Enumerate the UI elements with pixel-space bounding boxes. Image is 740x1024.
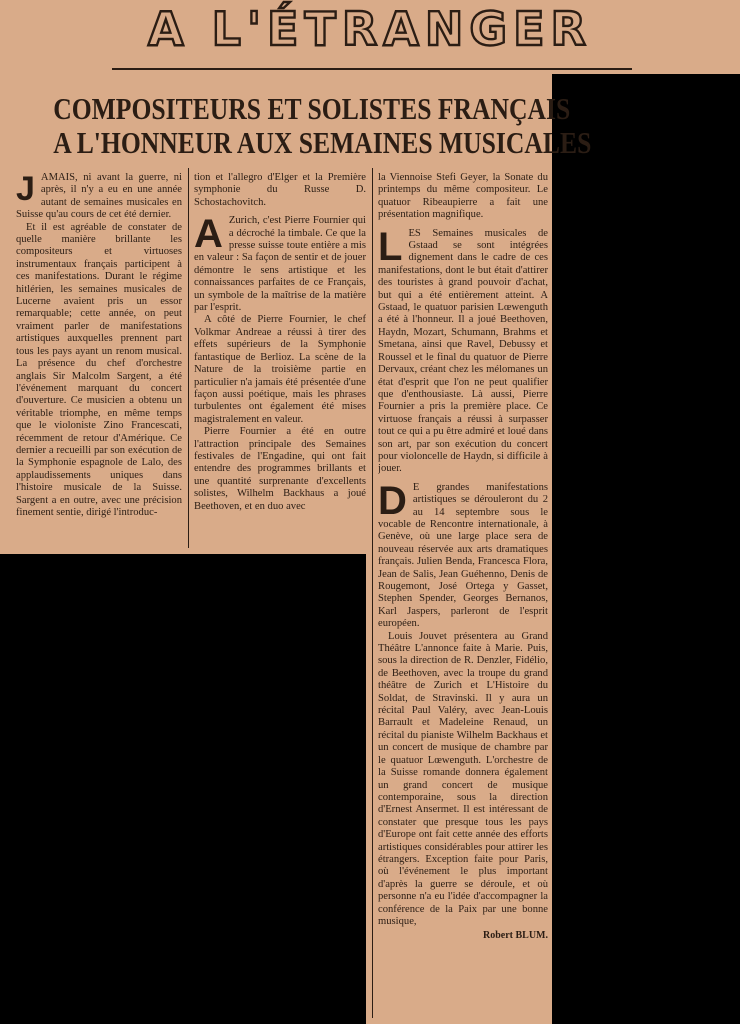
column-2-paragraph-1: A Zurich, c'est Pierre Fournier qui a décroché la timbale. Ce que la presse suisse toute entière a mis en valeur : Sa façon de sentir et de jouer démontre le sens artistique et les connaissances parfaites de ce Français, un symbole de la maîtrise de la matière par l'esprit.: [194, 212, 366, 314]
column-divider-2: [372, 168, 373, 1018]
drop-cap-d: D: [378, 478, 407, 523]
column-2-paragraph-2: A côté de Pierre Fournier, le chef Volkmar Andreae a réussi à tirer des effets supérieurs de la Symphonie fantastique de Berlioz. La scène de la Nature de la troisième partie en particulier n'a jamais été présentée d'une façon aussi poétique, mais les phrases turbulentes ont également été mises magistralement en valeur.: [194, 314, 366, 425]
article-column-1: [16, 172, 182, 544]
column-3-paragraph-2: D E grandes manifestations artistiques se dérouleront du 2 au 14 septembre sous le vocable de Rencontre internationale, à Genève, où une large place sera de nouveau réservée aux arts dramatiques français. Julien Benda, Francesca Flora, Jean de Salis, Jean Guéhenno, Denis de Rougemont, José Ortega y Gasset, Stephen Spender, Georges Bernanos, Karl Jaspers, parleront de l'esprit européen.: [378, 478, 548, 630]
author-signature: Robert BLUM.: [483, 930, 548, 942]
headline-line-1: COMPOSITEURS ET SOLISTES FRANÇAIS: [53, 92, 571, 126]
headline-line-2: A L'HONNEUR AUX SEMAINES MUSICALES: [53, 126, 592, 160]
column-3-intro: la Viennoise Stefi Geyer, la Sonate du printemps du même compositeur. Le quatuor Ribeaupierre a fait une présentation magnifique.: [378, 172, 548, 221]
column-3-paragraph-3: Louis Jouvet présentera au Grand Théâtre L'annonce faite à Marie. Puis, sous la direction de R. Denzler, Fidélio, de Beethoven, avec la troupe du grand théâtre de Zurich et L'Histoire du Soldat, de Stravinski. Il y aura un récital Paul Valéry, avec Jean-Louis Barrault et Madeleine Renaud, un récital du pianiste Wilhelm Backhaus et un concert de musique de chambre par le quatuor Lœwenguth. L'orchestre de la Suisse romande donnera également un grand concert de musique contemporaine, sous la direction d'Ernest Ansermet. Il est intéressant de constater que presque tous les pays d'Europe ont fait cette année des efforts artistiques considérables pour attirer les étrangers. Exception faite pour Paris, où l'événement le plus important d'après la guerre se déroule, et où personne n'a eu l'idée d'accompagner la conférence de la Paix par une bonne musique,: [378, 630, 548, 927]
section-title: A L'ÉTRANGER: [148, 2, 592, 56]
drop-cap-a: A: [194, 212, 223, 257]
column-divider-1: [188, 168, 189, 548]
column-2-intro: tion et l'allegro d'Elger et la Première symphonie du Russe D. Schostachovitch.: [194, 172, 366, 208]
drop-cap-l: L: [378, 224, 403, 269]
column-2-paragraph-3: Pierre Fournier a été en outre l'attraction principale des Semaines festivales de l'Engadine, qui ont fait entendre des programmes brillants et une quantité surprenante d'excellents solistes, Wilhelm Backhaus a joué Beethoven, et en duo avec: [194, 426, 366, 512]
article-headline: [53, 92, 592, 160]
article-column-3: [378, 172, 548, 1016]
article-column-2: [194, 172, 366, 544]
column-1-paragraph-1: JAMAIS, ni avant la guerre, ni après, il n'y a eu en une année autant de semaines musicales en Suisse qu'au cours de cet été dernier.: [16, 172, 182, 221]
drop-cap-j: J: [16, 172, 35, 208]
column-1-paragraph-2: Et il est agréable de constater de quelle manière brillante les compositeurs et virtuoses instrumentaux français participent à ces manifestations. Durant le régime hitlérien, les semaines musicales de Lucerne avaient pris un essor remarquable; cette année, on peut vraiment parler de manifestations artistiques auxquelles prennent part tous les pays ayant un renom musical. La présence du chef d'orchestre anglais Sir Malcolm Sargent, a été l'événement marquant du concert d'ouverture. Ce musicien a obtenu un véritable triomphe, en même temps que le violoniste Zino Francescati, récemment de retour d'Amérique. Ce dernier a recueilli par son exécution de la Symphonie espagnole de Lalo, des applaudissements uniques dans l'histoire musicale de la Suisse. Sargent a en outre, avec une précision finement sentie, dirigé l'introduc-: [16, 221, 182, 518]
column-3-paragraph-1: LES Semaines musicales de Gstaad se sont intégrées dignement dans le cadre de ces manifestations, dont le but était d'attirer des touristes à grand pouvoir d'achat, but qui a été entièrement atteint. A Gstaad, le quatuor parisien Lœwenguth a été à l'honneur. Il a joué Beethoven, Haydn, Mozart, Schumann, Brahms et Smetana, ainsi que Ravel, Debussy et Roussel et le final du quatuor de Pierre Dervaux, créant chez les mélomanes un état d'esprit que l'on ne peut qualifier que d'enthousiaste. Là aussi, Pierre Fournier a pris la première place. Ce virtuose français a réussi à surpasser tout ce qui a pu être admiré et loué dans son art, par son exécution du concert pour violoncelle de Haydn, si difficile à jouer.: [378, 224, 548, 475]
title-rule: [112, 68, 632, 70]
